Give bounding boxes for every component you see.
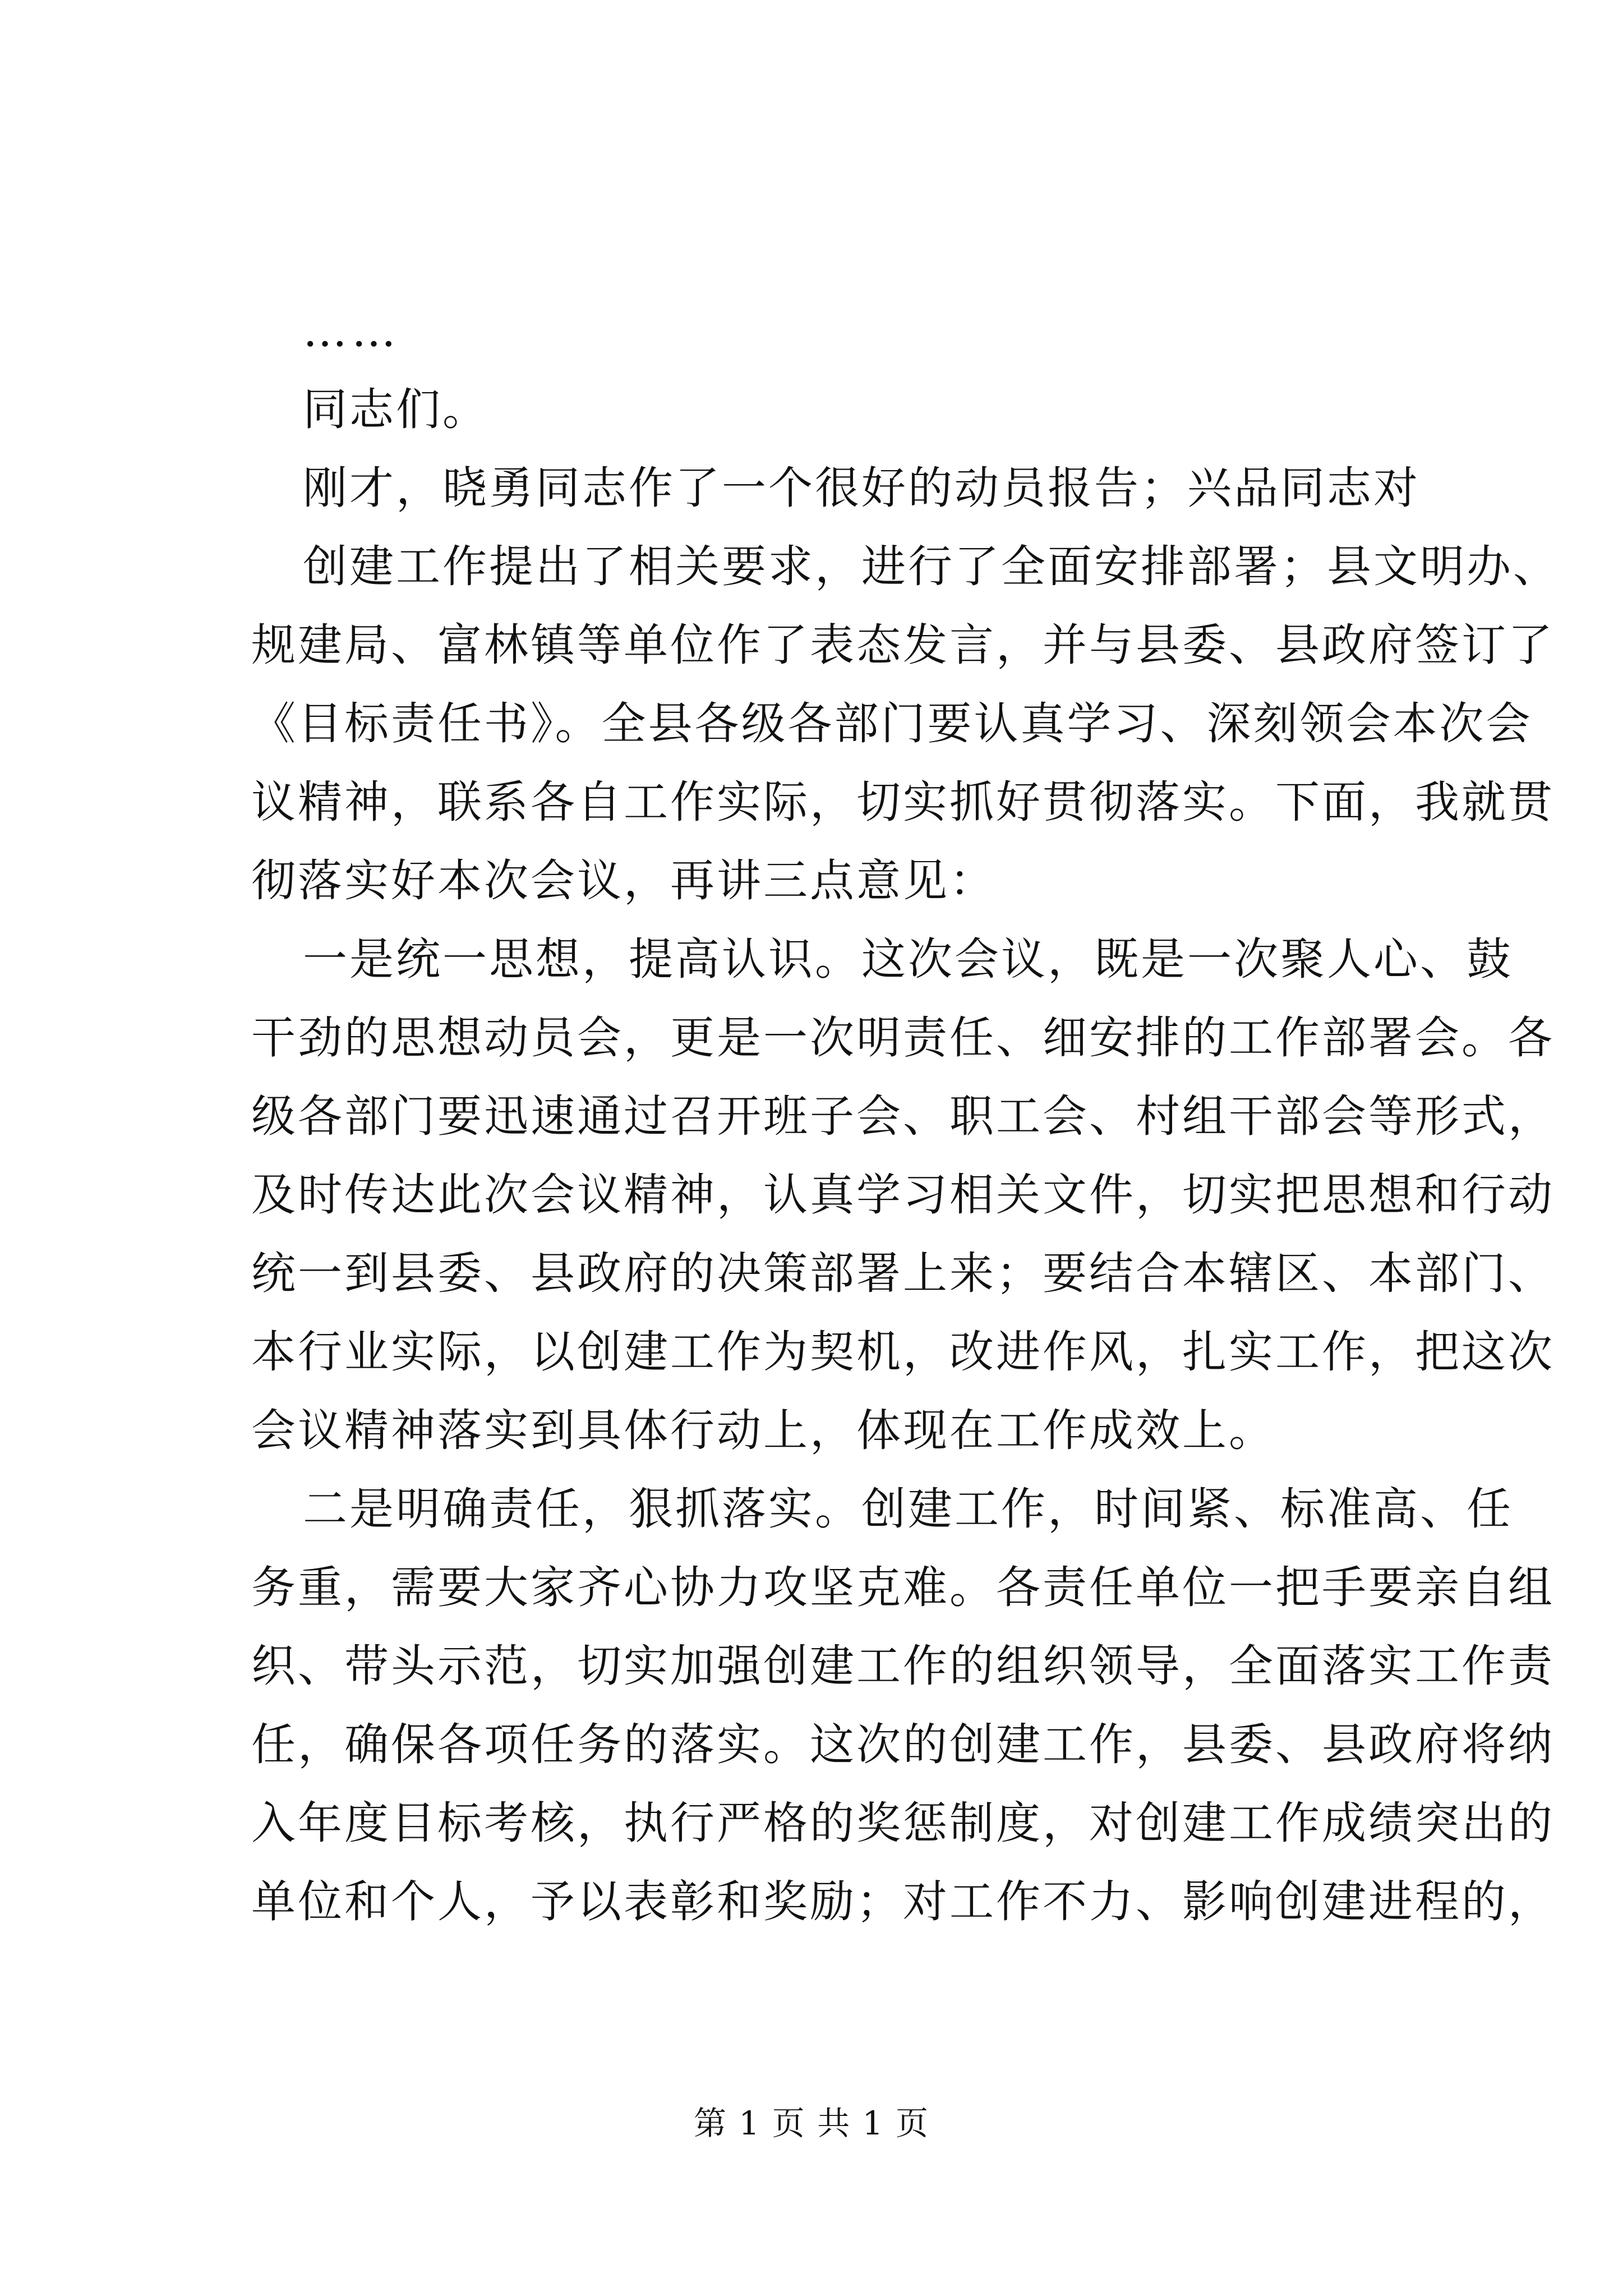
paragraph-line: 规建局、富林镇等单位作了表态发言，并与县委、县政府签订了 [251, 619, 1555, 671]
paragraph-line: 会议精神落实到具体行动上，体现在工作成效上。 [251, 1405, 1275, 1456]
paragraph-line: 刚才，晓勇同志作了一个很好的动员报告；兴品同志对 [303, 462, 1420, 514]
paragraph-line: 织、带头示范，切实加强创建工作的组织领导，全面落实工作责 [251, 1640, 1555, 1692]
paragraph-line: 任，确保各项任务的落实。这次的创建工作，县委、县政府将纳 [251, 1719, 1555, 1770]
paragraph-line: 级各部门要迅速通过召开班子会、职工会、村组干部会等形式， [251, 1091, 1555, 1142]
paragraph-line: 创建工作提出了相关要求，进行了全面安排部署；县文明办、 [303, 541, 1560, 592]
paragraph-line: 统一到县委、县政府的决策部署上来；要结合本辖区、本部门、 [251, 1248, 1555, 1299]
paragraph-line: 及时传达此次会议精神，认真学习相关文件，切实把思想和行动 [251, 1169, 1555, 1221]
salutation-line: 同志们。 [303, 384, 489, 435]
document-body [251, 292, 1560, 1941]
paragraph-line: 单位和个人，予以表彰和奖励；对工作不力、影响创建进程的， [251, 1876, 1555, 1927]
paragraph-line: 务重，需要大家齐心协力攻坚克难。各责任单位一把手要亲自组 [251, 1562, 1555, 1613]
paragraph-line: 二是明确责任，狠抓落实。创建工作，时间紧、标准高、任 [303, 1483, 1513, 1535]
paragraph-line: 本行业实际，以创建工作为契机，改进作风，扎实工作，把这次 [251, 1326, 1555, 1378]
paragraph-line: 彻落实好本次会议，再讲三点意见： [251, 855, 996, 907]
paragraph-line: 干劲的思想动员会，更是一次明责任、细安排的工作部署会。各 [251, 1012, 1555, 1064]
paragraph-line: 议精神，联系各自工作实际，切实抓好贯彻落实。下面，我就贯 [251, 776, 1555, 828]
paragraph-line: 《目标责任书》。全县各级各部门要认真学习、深刻领会本次会 [251, 698, 1533, 749]
paragraph-line: 一是统一思想，提高认识。这次会议，既是一次聚人心、鼓 [303, 933, 1513, 985]
paragraph-line: 入年度目标考核，执行严格的奖惩制度，对创建工作成绩突出的 [251, 1797, 1555, 1849]
page-footer: 第 1 页 共 1 页 [694, 2104, 929, 2142]
ellipsis-line: …… [303, 305, 400, 357]
